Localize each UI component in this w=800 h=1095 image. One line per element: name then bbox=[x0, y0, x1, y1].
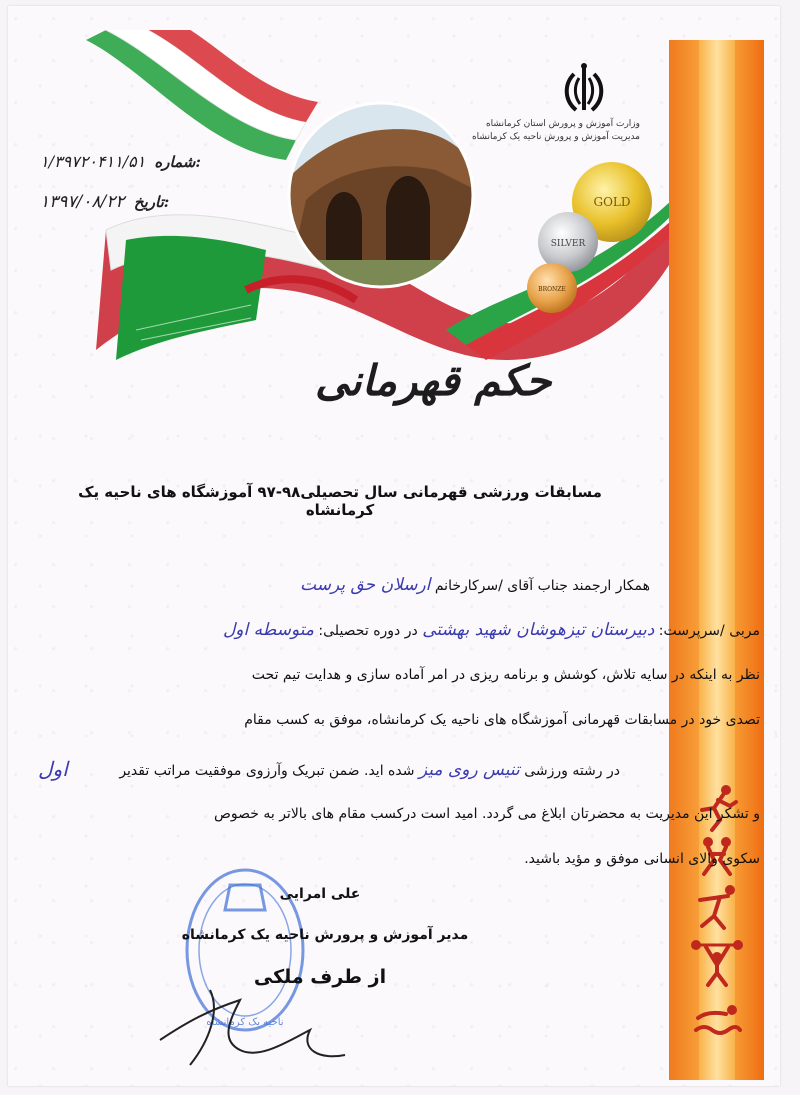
education-level: متوسطه اول bbox=[222, 620, 314, 640]
recipient-name: ارسلان حق پرست bbox=[300, 575, 431, 595]
bronze-medal-label: BRONZE bbox=[538, 286, 566, 293]
letter-date-label: تاریخ: bbox=[133, 193, 170, 211]
medals-graphic bbox=[520, 160, 660, 320]
body-paragraph-line: نظر به اینکه در سایه تلاش، کوشش و برنامه ریزی در امر آماده سازی و هدایت تیم تحت bbox=[251, 667, 760, 683]
ministry-header bbox=[470, 118, 640, 144]
coach-prefix: مربی /سرپرست: bbox=[658, 623, 760, 639]
silver-medal-label: SILVER bbox=[550, 239, 586, 249]
ministry-line: وزارت آموزش و پرورش استان کرمانشاه bbox=[485, 119, 640, 129]
letter-date bbox=[40, 192, 169, 212]
letter-number-value: ۱/۳۹۷۲۰۴۱۱/۵۱ bbox=[40, 152, 146, 171]
letter-number-label: شماره: bbox=[154, 153, 201, 171]
handwritten-signature bbox=[150, 980, 350, 1070]
recipient-prefix: همکار ارجمند جناب آقای /سرکارخانم bbox=[434, 578, 650, 594]
body-paragraph-line: و تشکر این مدیریت به محضرتان ابلاغ می گردد. امید است درکسب مقام های بالاتر به خصوص bbox=[213, 806, 760, 822]
body-paragraph-line: سکوی والای انسانی موفق و مؤید باشید. bbox=[524, 851, 760, 867]
level-prefix: در دوره تحصیلی: bbox=[318, 623, 418, 639]
competition-title: مسابقات ورزشی قهرمانی سال تحصیلی۹۸-۹۷ آموزشگاه های ناحیه یک کرمانشاه bbox=[78, 483, 602, 519]
letter-number bbox=[40, 152, 201, 171]
signer-name: علی امرایی bbox=[279, 886, 361, 902]
school-name: دبیرستان تیزهوشان شهید بهشتی bbox=[422, 620, 655, 640]
ministry-line: مدیریت آموزش و پرورش ناحیه یک کرمانشاه bbox=[471, 132, 640, 142]
sport-suffix: شده اید. ضمن تبریک وآرزوی موفقیت مراتب تقدیر bbox=[119, 763, 415, 779]
recipient-line bbox=[300, 575, 650, 595]
gold-medal-label: GOLD bbox=[593, 195, 631, 209]
letter-date-value: ۱۳۹۷/۰۸/۲۲ bbox=[40, 192, 125, 212]
swimmer-icon bbox=[690, 990, 744, 1044]
sport-line bbox=[119, 760, 620, 780]
coach-line bbox=[223, 620, 760, 640]
stamp-text: ناحیه یک کرمانشاه bbox=[206, 1017, 284, 1028]
rank-value: اول bbox=[38, 757, 68, 781]
on-behalf-of: از طرف ملکی bbox=[253, 966, 387, 988]
weightlifter-icon bbox=[690, 935, 744, 989]
signer-position: مدیر آموزش و پرورش ناحیه یک کرمانشاه bbox=[181, 927, 469, 943]
gymnast-icon bbox=[690, 880, 744, 934]
iran-emblem-icon bbox=[556, 60, 612, 120]
sport-name: تنیس روی میز bbox=[418, 760, 520, 780]
body-paragraph-line: تصدی خود در مسابقات قهرمانی آموزشگاه های ناحیه یک کرمانشاه، موفق به کسب مقام bbox=[244, 712, 760, 728]
sport-prefix: در رشته ورزشی bbox=[524, 763, 620, 779]
certificate-heading: حکم قهرمانی bbox=[315, 356, 552, 405]
